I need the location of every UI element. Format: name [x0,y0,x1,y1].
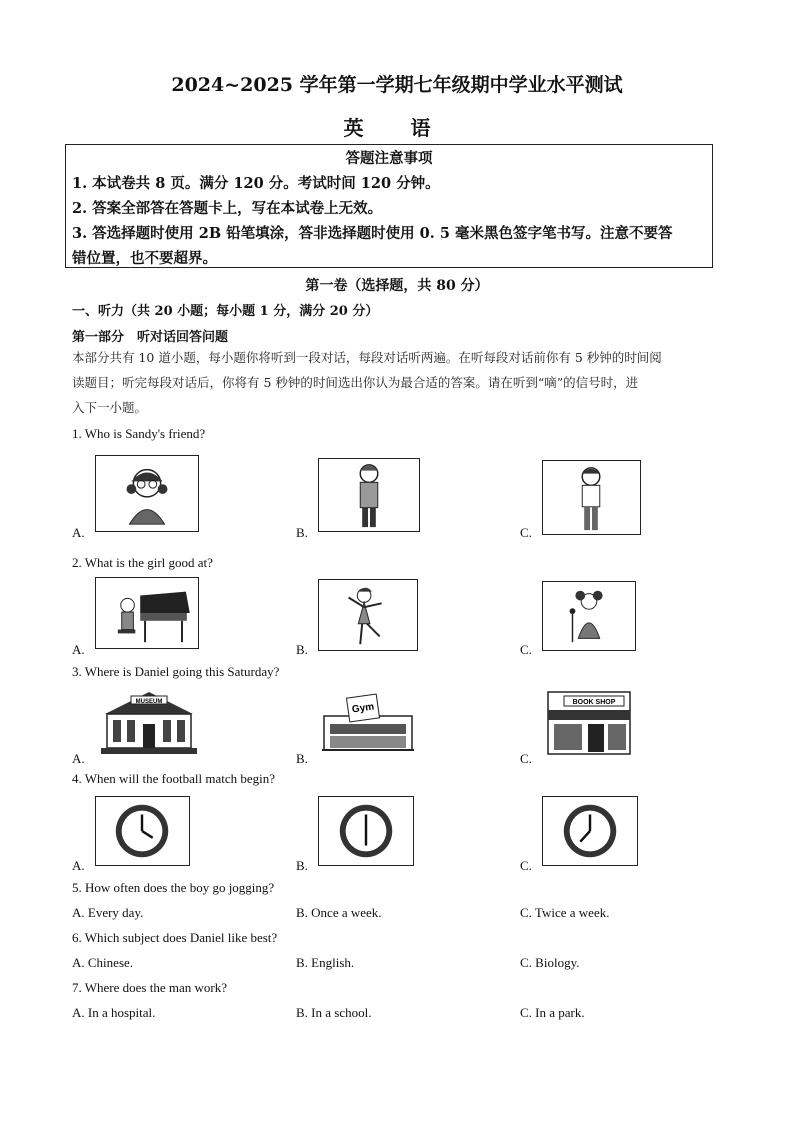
option-a: A. [72,642,85,657]
question-7: 7. Where does the man work? [72,980,227,995]
question-4: 4. When will the football match begin? [72,771,276,786]
question-1: 1. Who is Sandy's friend? [72,426,206,441]
option-c: C. [520,751,532,766]
option-c: C. [520,642,532,657]
girl-with-glasses-icon [95,455,199,532]
instructions: 本部分共有 10 道小题，每小题你将听到一段对话，每段对话听两遍。在听每段对话前你有 5 秒钟的时间阅 读题目；听完每段对话后，你将有 5 秒钟的时间选出你认为最合适的答案。请在听到“嘀”的信号时，进 入下一小题。 [72,350,662,415]
part-heading: 第一卷（选择题，共 80 分） [305,278,489,294]
notice-box [65,144,713,268]
option-a: A. Every day. [72,905,144,920]
clock-icon [95,796,190,866]
dancing-girl-icon [318,579,418,651]
option-c: C. Twice a week. [520,905,610,920]
boy-with-glasses-icon [542,460,641,535]
option-c: C. [520,858,532,873]
museum-sign: MUSEUM [135,699,163,705]
subject-title: 英 语 [343,116,451,140]
option-a: A. In a hospital. [72,1005,156,1020]
question-3: 3. Where is Daniel going this Saturday? [72,664,280,679]
option-b: B. English. [296,955,355,970]
option-b: B. [296,642,308,657]
notice-item: 错位置，也不要超界。 [72,250,217,267]
clock-icon [318,796,414,866]
section-heading: 一、听力（共 20 小题；每小题 1 分，满分 20 分） [72,304,379,319]
option-a: A. [72,751,85,766]
gym-icon [318,686,418,754]
option-b: B. Once a week. [296,905,382,920]
option-b: B. [296,858,308,873]
option-a: A. Chinese. [72,955,134,970]
option-c: C. [520,525,532,540]
notice-item: 1. 本试卷共 8 页。满分 120 分。考试时间 120 分钟。 [72,175,440,192]
option-a: A. [72,858,85,873]
option-c: C. Biology. [520,955,580,970]
exam-title: 2024~2025 学年第一学期七年级期中学业水平测试 [171,74,623,96]
singing-girl-icon [542,581,636,651]
question-2: 2. What is the girl good at? [72,555,213,570]
notice-heading: 答题注意事项 [345,150,433,167]
option-b: B. [296,751,308,766]
book-shop-icon [544,688,634,756]
option-c: C. In a park. [520,1005,585,1020]
notice-item: 2. 答案全部答在答题卡上，写在本试卷上无效。 [72,200,383,217]
subsection-heading: 第一部分 听对话回答问题 [72,330,229,345]
option-b: B. [296,525,308,540]
piano-icon [95,577,199,649]
clock-icon [542,796,638,866]
question-6: 6. Which subject does Daniel like best? [72,930,278,945]
woman-in-apron-icon [318,458,420,532]
book-shop-sign: BOOK SHOP [572,699,616,706]
museum-icon [97,686,201,756]
option-a: A. [72,525,85,540]
question-5: 5. How often does the boy go jogging? [72,880,275,895]
option-b: B. In a school. [296,1005,372,1020]
notice-item: 3. 答选择题时使用 2B 铅笔填涂，答非选择题时使用 0. 5 毫米黑色签字笔书写。注意不要答 [72,225,673,242]
gym-sign: Gym [351,701,375,716]
